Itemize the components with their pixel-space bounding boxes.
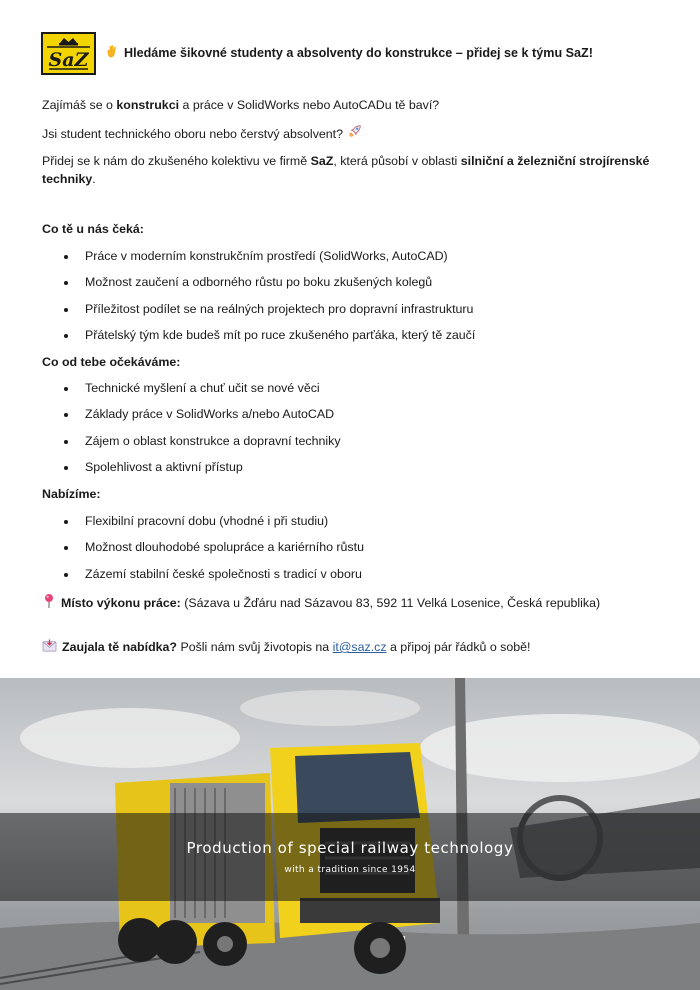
contact-text: a připoj pár řádků o sobě!	[386, 640, 531, 654]
logo-lettering: SaZ	[48, 49, 89, 71]
offer-list	[42, 513, 364, 592]
intro-paragraph-1	[42, 96, 439, 114]
intro-text: , která působí v oblasti	[333, 154, 461, 168]
requirements-list	[42, 380, 341, 486]
email-link[interactable]: it@saz.cz	[332, 640, 387, 654]
intro-text: Přidej se k nám do zkušeného kolektivu ve firmě	[42, 154, 311, 168]
banner-subtitle: with a tradition since 1954	[284, 865, 416, 875]
list-item: Zájem o oblast konstrukce a dopravní techniky	[42, 433, 341, 459]
contact-line	[42, 639, 531, 655]
work-location	[42, 593, 600, 612]
intro-bold: konstrukci	[116, 98, 180, 112]
waving-hand-icon	[104, 44, 119, 62]
list-item: Zázemí stabilní české společnosti s tradicí v oboru	[42, 566, 364, 592]
page-title	[104, 44, 593, 62]
slogan-banner	[0, 813, 700, 901]
company-logo	[41, 32, 96, 75]
expectations-list	[42, 248, 475, 354]
intro-paragraph-2	[42, 124, 362, 143]
intro-text: .	[92, 172, 96, 186]
section-heading: Co tě u nás čeká:	[42, 222, 144, 236]
list-item: Možnost dlouhodobé spolupráce a kariérního růstu	[42, 539, 364, 565]
list-item: Příležitost podílet se na reálných projektech pro dopravní infrastrukturu	[42, 301, 475, 327]
intro-bold: SaZ	[310, 154, 334, 168]
list-item: Základy práce v SolidWorks a/nebo AutoCAD	[42, 406, 341, 432]
rocket-icon	[348, 124, 362, 143]
intro-text: a práce v SolidWorks nebo AutoCADu tě baví?	[179, 98, 440, 112]
location-label: Místo výkonu práce:	[61, 595, 181, 610]
contact-text: Pošli nám svůj životopis na	[177, 640, 333, 654]
list-item: Přátelský tým kde budeš mít po ruce zkušeného parťáka, který tě zaučí	[42, 327, 475, 353]
intro-text: Zajímáš se o	[42, 98, 117, 112]
company-photo-banner	[0, 678, 700, 990]
intro-text: Jsi student technického oboru nebo čerstvý absolvent?	[42, 126, 343, 141]
list-item: Spolehlivost a aktivní přístup	[42, 459, 341, 485]
list-item: Flexibilní pracovní dobu (vhodné i při studiu)	[42, 513, 364, 539]
intro-paragraph-3	[42, 152, 654, 188]
location-pin-icon	[42, 593, 56, 612]
banner-title: Production of special railway technology	[186, 839, 514, 857]
envelope-icon	[42, 639, 57, 655]
page-title-text: Hledáme šikovné studenty a absolventy do konstrukce – přidej se k týmu SaZ!	[124, 46, 593, 60]
intro-bold: silniční a železniční strojírenské techniky	[42, 154, 650, 186]
section-heading: Co od tebe očekáváme:	[42, 355, 181, 369]
list-item: Technické myšlení a chuť učit se nové věci	[42, 380, 341, 406]
list-item: Možnost zaučení a odborného růstu po boku zkušených kolegů	[42, 274, 475, 300]
location-address: (Sázava u Žďáru nad Sázavou 83, 592 11 Velká Losenice, Česká republika)	[180, 595, 601, 610]
list-item: Práce v moderním konstrukčním prostředí (SolidWorks, AutoCAD)	[42, 248, 475, 274]
section-heading: Nabízíme:	[42, 487, 101, 501]
contact-label: Zaujala tě nabídka?	[62, 640, 177, 654]
